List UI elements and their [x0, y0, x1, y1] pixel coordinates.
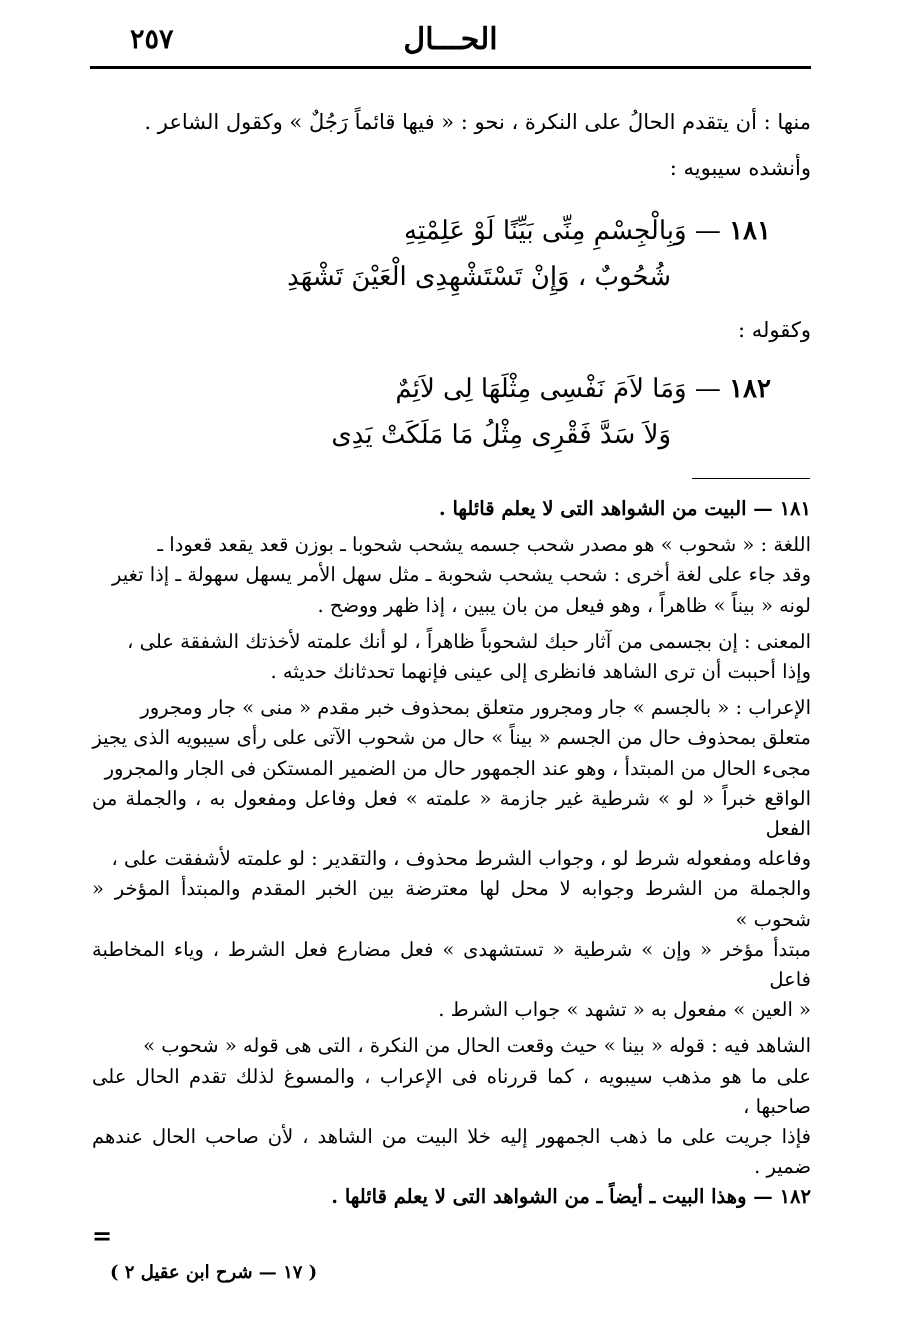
verse-182: [151, 366, 771, 458]
verse-182-number: ١٨٢: [729, 374, 771, 404]
note-irab: [92, 693, 811, 1025]
note-line: مجىء الحال من المبتدأ ، وهو عند الجمهور حال من الضمير المستكن فى الجار والمجرور: [104, 756, 811, 780]
intro-line-2: وأنشده سيبويه :: [669, 156, 811, 180]
note-181-title: ١٨١ — البيت من الشواهد التى لا يعلم قائلها .: [438, 497, 811, 520]
verse-182-hemistich-1: ١٨٢ — وَمَا لاَمَ نَفْسِى مِثْلَهَا لِى لاَئِمٌ: [395, 374, 771, 404]
verse-181-hemistich-1: ١٨١ — وَبِالْجِسْمِ مِنِّى بَيِّنًا لَوْ عَلِمْتِهِ: [404, 216, 771, 246]
printer-signature: ( ١٧ — شرح ابن عقيل ٢ ): [110, 1262, 318, 1283]
page-header: [90, 20, 811, 64]
continuation-mark: =: [92, 1221, 113, 1250]
note-line: وإذا أحببت أن ترى الشاهد فانظرى إلى عينى فإنهما تحدثانك حديثه .: [270, 660, 811, 684]
note-line: وقد جاء على لغة أخرى : شحب يشحب شحوبة ـ مثل سهل الأمر يسهل سهولة ـ إذا تغير: [112, 563, 811, 587]
verse-181-number: ١٨١: [729, 216, 771, 246]
footnote-separator: [692, 478, 810, 479]
note-line: المعنى : إن بجسمى من آثار حبك لشحوباً ظاهراً ، لو أنك علمته لأخذتك الشفقة على ،: [127, 629, 811, 653]
note-line: « العين » مفعول به « تشهد » جواب الشرط .: [438, 998, 811, 1022]
intro-line-1: منها : أن يتقدم الحالُ على النكرة ، نحو : « فيها قائماً رَجُلٌ » وكقول الشاعر .: [144, 110, 811, 134]
page-number: ٢٥٧: [130, 24, 174, 55]
note-line: متعلق بمحذوف حال من الجسم « بيناً » حال من شحوب الآتى على رأى سيبويه الذى يجيز: [92, 726, 811, 750]
note-shahid: [92, 1031, 811, 1182]
transition-label: وكقوله :: [737, 318, 811, 342]
note-line: لونه « بيناً » ظاهراً ، وهو فيعل من بان يبين ، إذا ظهر ووضح .: [317, 593, 811, 617]
note-line: مبتدأ مؤخر « وإن » شرطية « تستشهدى » فعل مضارع فعل الشرط ، وياء المخاطبة فاعل: [92, 937, 811, 992]
note-line: الشاهد فيه : قوله « بينا » حيث وقعت الحال من النكرة ، التى هى قوله « شحوب »: [143, 1034, 811, 1058]
note-line: الإعراب : « بالجسم » جار ومجرور متعلق بمحذوف خبر مقدم « منى » جار ومجرور: [140, 696, 811, 720]
note-lugha: [92, 530, 811, 621]
note-line: اللغة : « شحوب » هو مصدر شحب جسمه يشحب شحوبا ـ بوزن قعد يقعد قعودا ـ: [157, 533, 811, 557]
note-line: فإذا جريت على ما ذهب الجمهور إليه خلا البيت من الشاهد ، لأن صاحب الحال عندهم ضمير .: [92, 1125, 811, 1179]
verse-182-hemistich-2: وَلاَ سَدَّ فَقْرِى مِثْلُ مَا مَلَكَتْ يَدِى: [331, 420, 671, 450]
running-title: الحـــال: [403, 22, 498, 57]
verse-182-text-1: وَمَا لاَمَ نَفْسِى مِثْلَهَا لِى لاَئِمٌ: [395, 374, 687, 404]
verse-181: [151, 208, 771, 300]
note-line: وفاعله ومفعوله شرط لو ، وجواب الشرط محذوف ، والتقدير : لو علمته لأشفقت على ،: [111, 847, 811, 871]
verse-181-text-1: وَبِالْجِسْمِ مِنِّى بَيِّنًا لَوْ عَلِمْتِهِ: [404, 216, 687, 246]
intro-paragraph: [92, 106, 811, 184]
header-rule: [90, 66, 811, 69]
note-line: الواقع خبراً « لو » شرطية غير جازمة « علمته » فعل وفاعل ومفعول به ، والجملة من الفعل: [92, 786, 811, 841]
note-line: على ما هو مذهب سيبويه ، كما قررناه فى الإعراب ، والمسوغ لذلك تقدم الحال على صاحبها ،: [92, 1064, 811, 1118]
note-182-title: ١٨٢ — وهذا البيت ـ أيضاً ـ من الشواهد التى لا يعلم قائلها .: [331, 1185, 811, 1209]
note-line: والجملة من الشرط وجوابه لا محل لها معترضة بين الخبر المقدم والمبتدأ المؤخر « شحوب »: [92, 877, 811, 931]
footnotes: [92, 494, 811, 1213]
verse-181-hemistich-2: شُحُوبٌ ، وَإِنْ تَسْتَشْهِدِى الْعَيْنَ تَشْهَدِ: [287, 262, 671, 292]
note-maana: [92, 627, 811, 687]
